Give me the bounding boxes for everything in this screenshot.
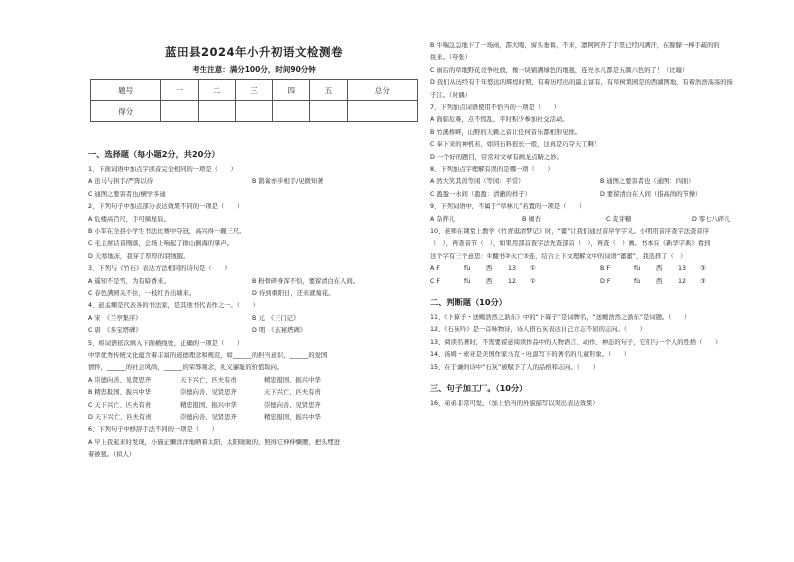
answer-option: A 崇德向善、见贤思齐: [88, 376, 151, 384]
answer-option: B 通图之要害者也（通图：四面）: [600, 178, 695, 186]
score-cell: [235, 101, 272, 122]
answer-option: 精忠报国、振兴中华: [264, 414, 321, 421]
answer-option: ③: [700, 277, 706, 285]
question-line: A 危楼高百尺，手可摘星辰。: [88, 215, 170, 223]
answer-option: A 杂拌儿: [430, 215, 456, 223]
question-line: C 通图之要害者也/横学多通: [88, 190, 166, 198]
question-line: 10、老师在课堂上教学《竹青逛清梦记》时，“藿”让我们通过音序学字义。小明用音序查字法查音序: [430, 228, 710, 235]
answer-option: fù: [634, 265, 641, 273]
question-line: 6、下列句子中修辞手法不同的一项是（ ）: [88, 426, 218, 434]
score-table-score-row: [91, 101, 418, 122]
question-line: D 我们从历经有千年悠远的辉煌时期，有着历经出的最主富有，有草树果园是的西湖图地，有着浩浩荡荡的扬: [430, 79, 733, 87]
question-line: B 牛喘急急地下了一场雨，霹大喝，窗头垂暮，不来，凛阿阿开了手里已经闪满汗，在朦朦一棒手疏的的: [430, 42, 720, 49]
answer-option: 西: [486, 265, 493, 273]
question-line: 12、《石灰吟》是一首咏物诗，诗人借石灰表达自己立志不屈的志向。（ ）: [430, 326, 646, 334]
answer-option: ①: [530, 277, 536, 285]
question-line: 8、下列加点字理解有误的是哪一项（ ）: [430, 166, 554, 173]
answer-option: C 唐 《多宝塔碑》: [88, 327, 142, 335]
score-col-header: 四: [273, 80, 310, 101]
exam-title: 蓝田县2024年小升初语文检测卷: [164, 45, 343, 59]
question-line: 11、《卜算子・送鲍浩然之浙东》中的“卜算子”是词牌名，“送鲍浩然之浙东”是词题。（ ）: [430, 314, 691, 321]
question-line: A 早上我起来时发现，小猫正懒洋洋地晒着太阳，太阳暖暖的，照得它伸伸懒腰，把头埋进: [88, 438, 340, 446]
answer-option: ③: [700, 265, 706, 273]
question-line: 着被毯。（拟人）: [88, 451, 136, 459]
answer-option: 崇德向善、见贤思齐: [264, 401, 321, 409]
answer-option: B 粉骨碎身浑不怕，要留清白在人间。: [252, 277, 360, 285]
answer-option: 精忠报国、振兴中华: [264, 376, 321, 384]
score-cell: [161, 101, 198, 122]
answer-option: ①: [530, 265, 536, 273]
score-table-header-row: [91, 80, 418, 101]
question-line: C 毛主席话音刚落，会场上响起了排山倒海的掌声。: [88, 240, 233, 248]
question-line: C 雨后的草地野花竞争吐放，像一块铺满绿色的地毯，连亮水儿都是五颜六色的了！（比喻）: [430, 66, 689, 74]
section-heading: 一、选择题（每小题2分，共20分）: [88, 149, 220, 159]
question-line: D 一个好的题目，常常对文章有画龙点睛之妙。: [430, 153, 563, 161]
answer-option: D 明 《玄秘塔碑》: [252, 327, 307, 335]
question-line: 子江。（对偶）: [430, 91, 471, 99]
question-line: 中华优秀传统文化蕴含着丰富的道德理念和规范，如______的担当意识，______的爱国: [88, 352, 328, 359]
answer-option: 西: [656, 277, 663, 285]
answer-option: 12: [508, 277, 517, 285]
score-table: [90, 79, 418, 122]
exam-notice: 考生注意：满分100分，时间90分钟: [192, 65, 316, 74]
answer-option: 12: [678, 277, 687, 285]
question-line: 2、下列句子中加点部分表达效果不同的一项是（ ）: [88, 203, 244, 211]
answer-option: D 待到重阳日，还来就菊花。: [252, 290, 335, 297]
question-line: 7、下列加点词语使用不恰当的一项是（ ）: [430, 104, 560, 111]
answer-option: D 天下兴亡、匹夫有责: [88, 414, 152, 421]
question-line: 鱼来。（夸张）: [430, 54, 471, 62]
score-cell: [310, 101, 347, 122]
question-line: C 奉下来的神机若，如同石料很长一般，这真是巧夺天工啊！: [430, 141, 601, 149]
answer-option: A 然大笑其兽等闲（等闲：平常）: [430, 178, 525, 186]
answer-option: 崇德向善、见贤思齐: [180, 414, 237, 421]
question-line: 16、弟弟非常可爱。（加上恰当的外貌描写以突出表达效果）: [430, 400, 599, 407]
answer-option: B 鹊雀亦步相手/见微知著: [252, 178, 324, 186]
answer-option: 13: [678, 265, 687, 273]
section-heading: 三、句子加工厂。（10分）: [430, 383, 528, 393]
score-cell: [273, 101, 310, 122]
question-line: （ ），再查音节（ ），如果用部首查字法先查部首（ ），再查（ ）画。书本在《新华字典》看到: [430, 240, 711, 248]
answer-option: B F: [600, 265, 610, 273]
question-line: B 小军在全县小学生书法比赛中夺冠，高兴得一蹦三尺。: [88, 228, 246, 235]
question-line: 5、将词语依次填入下面横线处，正确的一项是（ ）: [88, 339, 244, 347]
question-line: D 天寒地冻，我穿了厚厚的羽绒服。: [88, 252, 190, 260]
answer-option: C 盈盈一水间（盈盈：清澈的样子）: [430, 190, 531, 198]
answer-option: 崇德向善、见贤思齐: [180, 389, 237, 397]
answer-option: B 闹杏: [522, 215, 541, 223]
answer-option: D F: [600, 277, 611, 285]
question-line: A 面临危难，点不慌乱，平时积少参加社交活动。: [430, 116, 569, 124]
section-heading: 二、判断题（10分）: [430, 297, 507, 307]
answer-option: C 麦芽糖: [606, 215, 632, 223]
answer-option: 西: [656, 265, 663, 273]
question-line: B 竹溪桥畔，山野的天籁之音让任何音乐都相形见绌。: [430, 128, 582, 136]
answer-option: A 遥知不是雪，为有暗香来。: [88, 277, 170, 285]
answer-option: A F: [430, 265, 440, 273]
question-line: 情怀，______的社会风尚，______的荣辱观念，礼义廉耻的价值取向。: [88, 364, 284, 372]
score-cell: [347, 101, 417, 122]
question-line: 这个字有三个意思：①翻书②灭亡③连，结合上下文理解文中的词语“藿藿”，我选择了（ ）: [430, 252, 687, 260]
score-col-header: 二: [198, 80, 235, 101]
answer-option: 13: [508, 265, 517, 273]
score-row-label: 得分: [91, 101, 161, 122]
answer-option: fù: [634, 277, 641, 285]
answer-option: A 虽马与拱手/严阵以待: [88, 178, 154, 186]
answer-option: 天下兴亡、匹夫有责: [180, 376, 237, 384]
question-line: 14、汤姆・索亚是美国作家马克・吐温写下的著名的儿童形象。（ ）: [430, 351, 631, 359]
score-cell: [198, 101, 235, 122]
answer-option: fù: [464, 265, 471, 273]
question-line: 4、赵孟頫是代表各的书法家，是其他书代表作之一。（ ）: [88, 302, 259, 310]
answer-option: A 宋 《兰亭集序》: [88, 314, 142, 322]
answer-option: fù: [464, 277, 471, 285]
question-line: 9、下列词语中，不属于“草林儿”若置的一项是（ ）: [430, 203, 586, 211]
answer-option: D 要留清白在人间（指高尚的节操）: [600, 190, 702, 198]
answer-option: C 天下兴亡、匹夫有责: [88, 401, 152, 409]
answer-option: B 精忠报国、振兴中华: [88, 389, 151, 397]
question-line: 1、下面词语中加点字读音完全相同的一项是（ ）: [88, 166, 237, 173]
answer-option: 精忠报国、振兴中华: [180, 401, 237, 409]
answer-option: 天下兴亡、匹夫有责: [264, 389, 321, 397]
question-line: 15、在于谦的诗中“石灰”被赋予了人的品格和志向。（ ）: [430, 363, 599, 371]
score-col-header: 五: [310, 80, 347, 101]
score-row-label: 题号: [91, 80, 161, 101]
score-col-header: 三: [235, 80, 272, 101]
question-line: 3、下列与《竹石》表达方法相同的诗句是（ ）: [88, 265, 231, 273]
answer-option: D 零七八碎儿: [692, 215, 731, 223]
answer-option: C F: [430, 277, 441, 285]
score-col-header: 总分: [347, 80, 417, 101]
answer-option: 西: [486, 277, 493, 285]
question-line: 13、阅读名著时，不需要留意阅读作品中的人物语言、动作、神态的句子，它们与一个人的性格（ ）: [430, 338, 722, 346]
answer-option: C 春色满园关不住，一枝红杏出墙来。: [88, 290, 196, 297]
score-col-header: 一: [161, 80, 198, 101]
answer-option: B 元 《三门记》: [252, 314, 300, 322]
